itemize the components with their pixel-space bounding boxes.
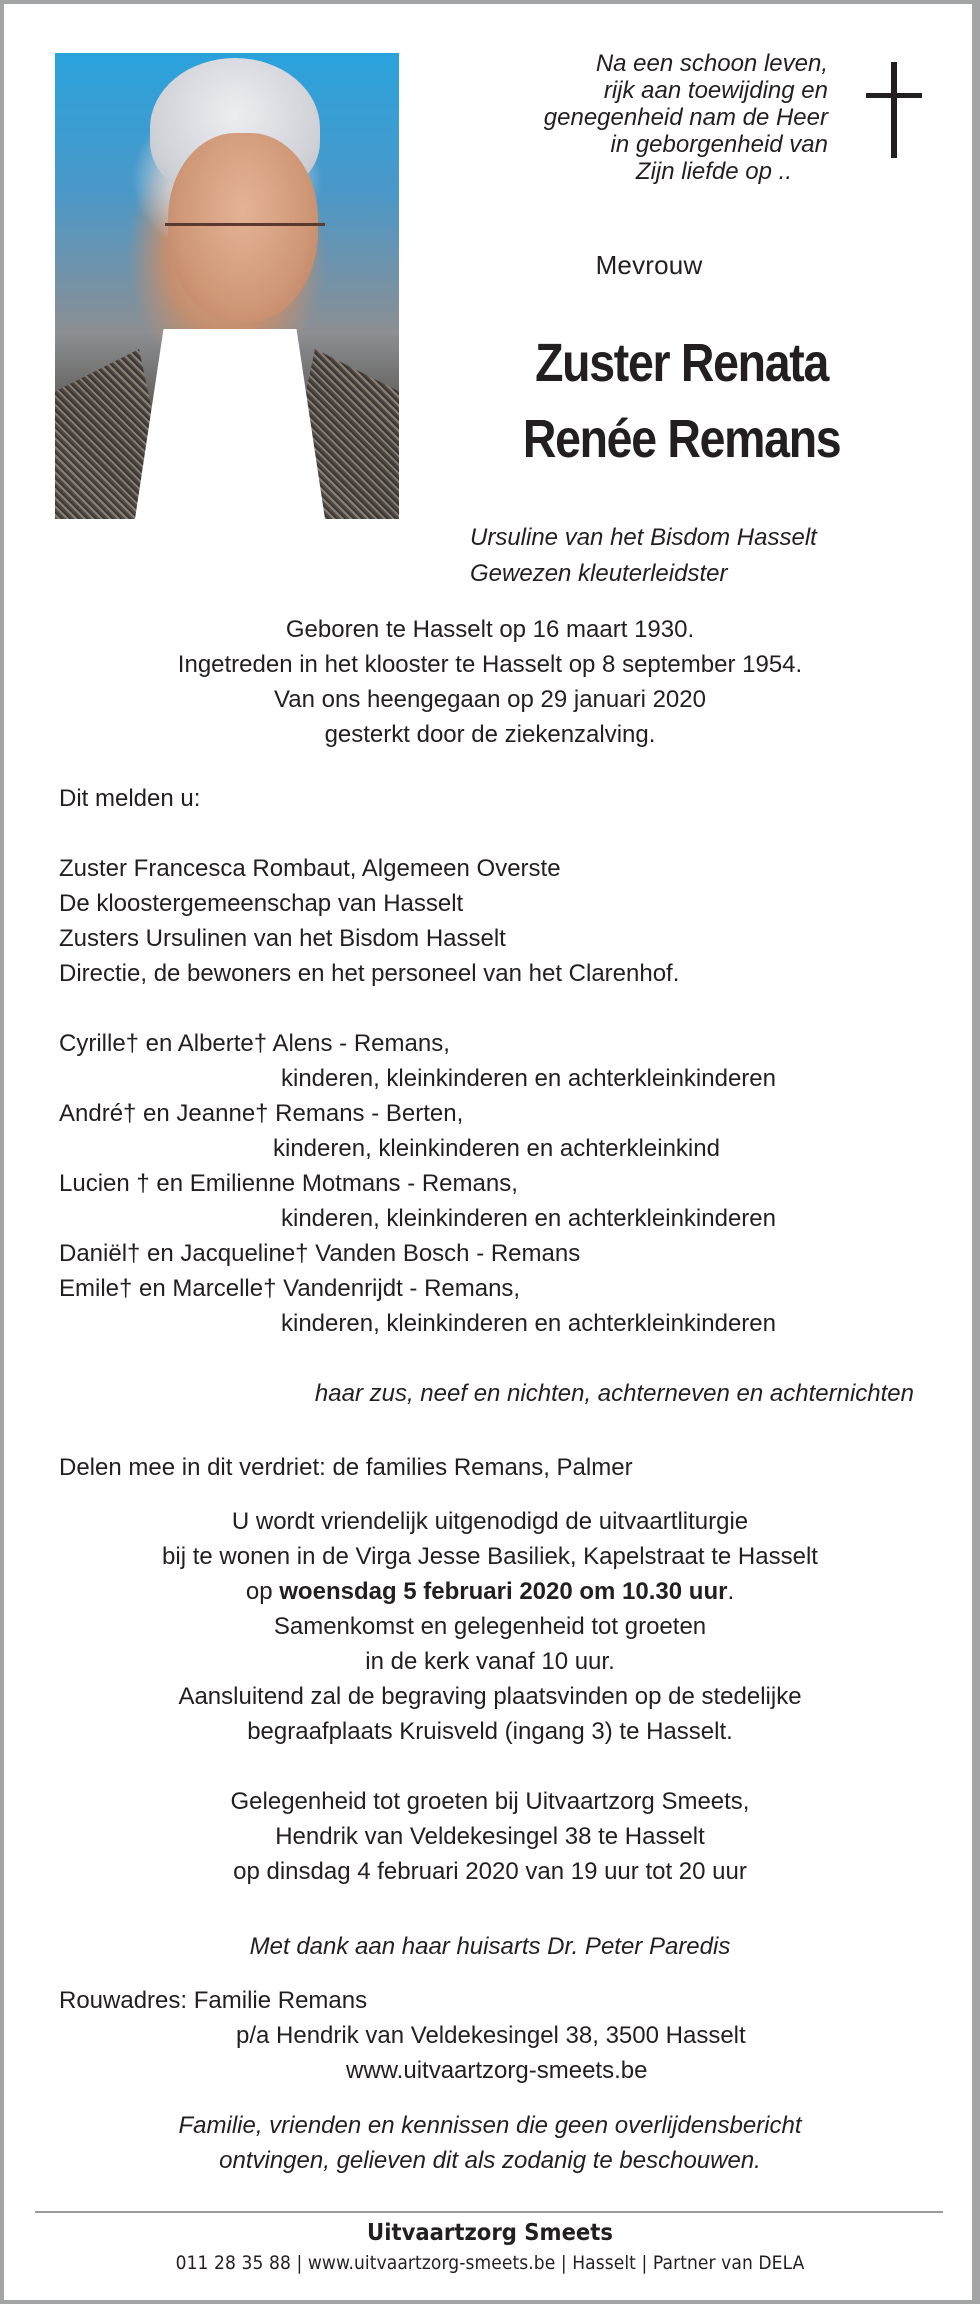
funeral-prefix: op <box>245 1578 280 1605</box>
announcers-intro: Dit melden u: <box>59 785 201 812</box>
funeral-datetime <box>40 1574 940 1609</box>
notice <box>40 2108 940 2178</box>
announcer: Zuster Francesca Rombaut, Algemeen Overste <box>59 855 561 882</box>
cross-horizontal-bar <box>866 93 922 98</box>
funeral-line: bij te wonen in de Virga Jesse Basiliek, Kapelstraat te Hasselt <box>162 1543 818 1570</box>
family-line: Lucien † en Emilienne Motmans - Remans, <box>59 1170 518 1197</box>
family-line: André† en Jeanne† Remans - Berten, <box>59 1100 464 1127</box>
family-line: Emile† en Marcelle† Vandenrijdt - Remans, <box>59 1275 521 1302</box>
thanks-line: Met dank aan haar huisarts Dr. Peter Paredis <box>249 1933 731 1960</box>
family-sub: kinderen, kleinkinderen en achterkleinkinderen <box>281 1205 776 1232</box>
deceased-name <box>471 325 892 477</box>
relatives-line: haar zus, neef en nichten, achterneven en achternichten <box>314 1380 914 1407</box>
motto-verse <box>408 50 828 185</box>
mourning-address-label: Rouwadres: Familie Remans <box>59 1987 368 2014</box>
funeral-suffix: . <box>727 1578 735 1605</box>
funeral-date-bold: woensdag 5 februari 2020 om 10.30 uur <box>279 1578 728 1605</box>
life-dates <box>40 612 940 752</box>
cross-vertical-bar <box>891 62 897 158</box>
motto-line: Zijn liefde op .. <box>635 158 792 185</box>
announcer: De kloostergemeenschap van Hasselt <box>59 890 464 917</box>
family-line: Daniël† en Jacqueline† Vanden Bosch - Remans <box>59 1240 581 1267</box>
portrait-photo <box>55 53 399 519</box>
motto-line: rijk aan toewijding en <box>603 77 828 104</box>
cross-icon <box>866 62 922 158</box>
family-sub: kinderen, kleinkinderen en achterkleinkinderen <box>281 1065 776 1092</box>
funeral-line: begraafplaats Kruisveld (ingang 3) te Hasselt. <box>247 1718 733 1745</box>
visitation-line: op dinsdag 4 februari 2020 van 19 uur tot 20 uur <box>233 1858 747 1885</box>
notice-line: Familie, vrienden en kennissen die geen overlijdensbericht <box>178 2112 802 2139</box>
motto-line: genegenheid nam de Heer <box>543 104 828 131</box>
funeral-details <box>40 1504 940 1749</box>
death-line: Van ons heengegaan op 29 januari 2020 <box>274 686 706 713</box>
sacrament-line: gesterkt door de ziekenzalving. <box>324 721 656 748</box>
website-link[interactable]: www.uitvaartzorg-smeets.be <box>346 2057 648 2084</box>
photo-glasses <box>165 223 325 254</box>
family-sub: kinderen, kleinkinderen en achterkleinkinderen <box>281 1310 776 1337</box>
funeral-home-contact: 011 28 35 88 | www.uitvaartzorg-smeets.be | Hasselt | Partner van DELA <box>175 2252 805 2274</box>
motto-line: Na een schoon leven, <box>595 50 828 77</box>
role-line-1: Ursuline van het Bisdom Hasselt <box>470 524 817 551</box>
family-list <box>59 1026 776 1341</box>
birth-line: Geboren te Hasselt op 16 maart 1930. <box>285 616 695 643</box>
announcer: Directie, de bewoners en het personeel van het Clarenhof. <box>59 960 680 987</box>
announcers-list <box>59 851 679 991</box>
photo-collar <box>135 329 325 519</box>
visitation-line: Gelegenheid tot groeten bij Uitvaartzorg Smeets, <box>230 1788 750 1815</box>
role-line-2: Gewezen kleuterleidster <box>470 560 728 587</box>
family-sub: kinderen, kleinkinderen en achterkleinkind <box>273 1135 720 1162</box>
visitation-details <box>40 1784 940 1889</box>
funeral-line: U wordt vriendelijk uitgenodigd de uitvaartliturgie <box>231 1508 749 1535</box>
funeral-line: in de kerk vanaf 10 uur. <box>365 1648 615 1675</box>
name-line-1: Zuster Renata <box>535 333 829 393</box>
announcer: Zusters Ursulinen van het Bisdom Hasselt <box>59 925 506 952</box>
motto-line: in geborgenheid van <box>610 131 828 158</box>
convent-entry-line: Ingetreden in het klooster te Hasselt op 8 september 1954. <box>177 651 803 678</box>
deceased-roles <box>470 520 817 592</box>
funeral-line: Aansluitend zal de begraving plaatsvinden op de stedelijke <box>178 1683 802 1710</box>
footer-divider <box>35 2211 943 2213</box>
sharing-line: Delen mee in dit verdriet: de families Remans, Palmer <box>59 1454 633 1481</box>
visitation-line: Hendrik van Veldekesingel 38 te Hasselt <box>275 1823 705 1850</box>
mourning-address: p/a Hendrik van Veldekesingel 38, 3500 Hasselt <box>236 2022 746 2049</box>
funeral-line: Samenkomst en gelegenheid tot groeten <box>273 1613 707 1640</box>
family-line: Cyrille† en Alberte† Alens - Remans, <box>59 1030 450 1057</box>
honorific: Mevrouw <box>595 250 703 280</box>
name-line-2: Renée Remans <box>522 409 841 469</box>
funeral-home-name: Uitvaartzorg Smeets <box>367 2220 613 2246</box>
notice-line: ontvingen, gelieven dit als zodanig te beschouwen. <box>219 2147 761 2174</box>
